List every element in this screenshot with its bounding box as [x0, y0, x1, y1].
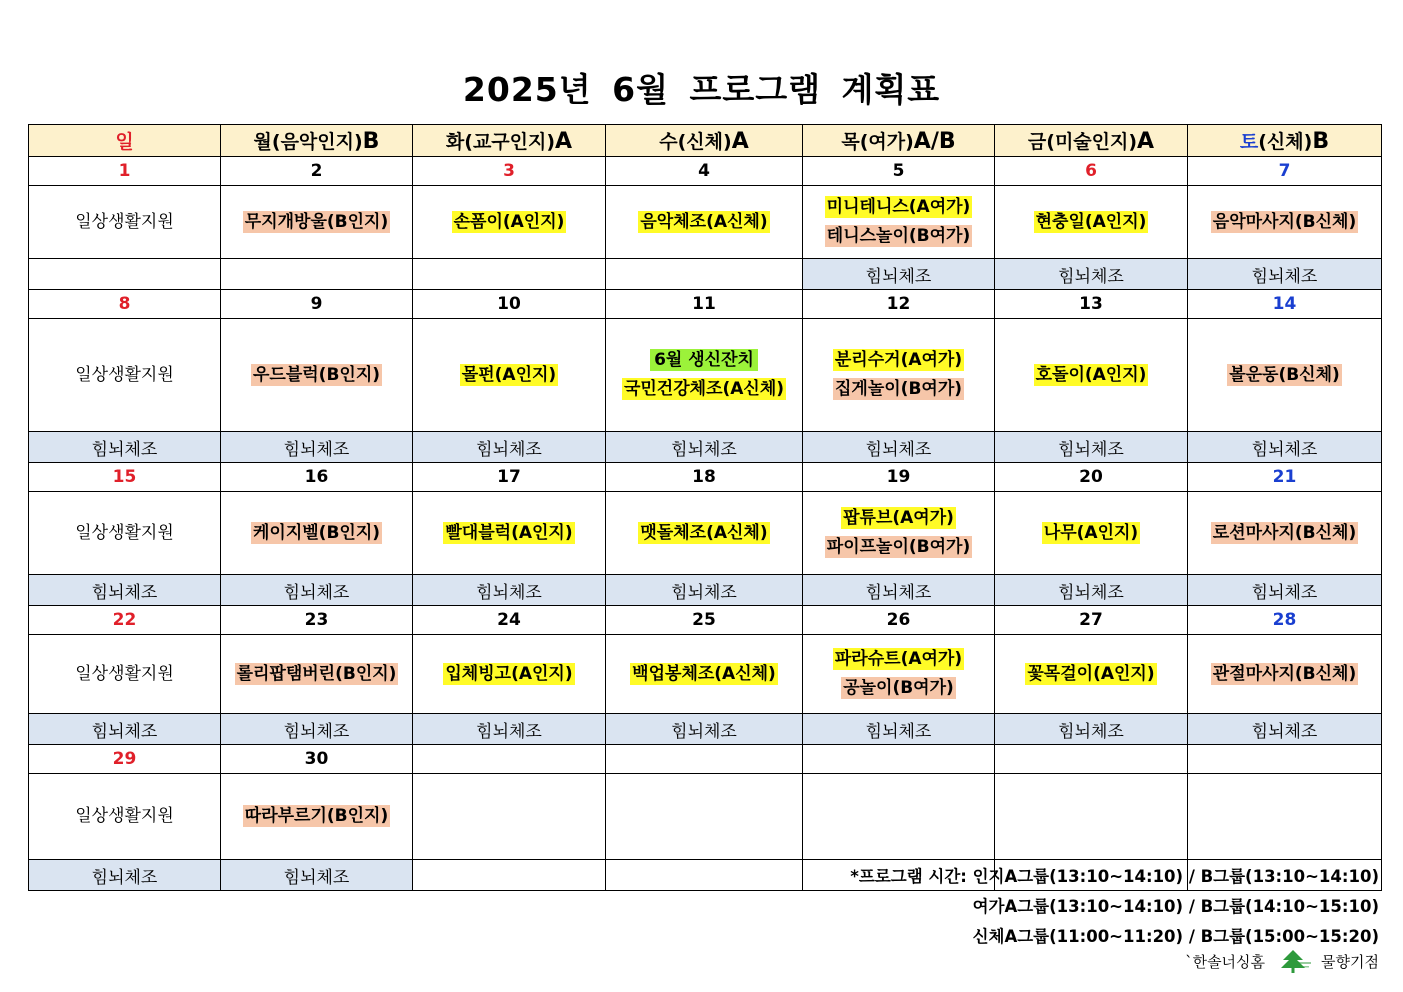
program-label: 분리수거(A여가) [834, 350, 963, 370]
date-cell [413, 745, 606, 774]
program-cell [1188, 774, 1382, 860]
brand-footer [1185, 948, 1379, 974]
program-cell [995, 635, 1188, 714]
program-cell [606, 319, 803, 432]
brand-branch: 물향기점 [1321, 952, 1379, 971]
program-cell [803, 774, 995, 860]
program-cell [803, 186, 995, 259]
date-cell: 9 [221, 290, 413, 319]
program-label: 맷돌체조(A신체) [640, 522, 768, 543]
program-cell [221, 635, 413, 714]
exercise-row [29, 575, 1382, 606]
date-cell: 4 [606, 157, 803, 186]
exercise-cell: 힘뇌체조 [221, 432, 413, 463]
date-cell: 21 [1188, 463, 1382, 492]
program-cell [29, 319, 221, 432]
weekday-name: 토 [1239, 131, 1259, 153]
exercise-cell: 힘뇌체조 [221, 714, 413, 745]
exercise-cell: 힘뇌체조 [606, 432, 803, 463]
exercise-cell: 힘뇌체조 [413, 714, 606, 745]
program-cell [995, 492, 1188, 575]
program-label: 6월 생신잔치 [650, 349, 758, 371]
exercise-cell: 힘뇌체조 [413, 575, 606, 606]
date-cell: 22 [29, 606, 221, 635]
program-cell [413, 319, 606, 432]
program-cell [606, 186, 803, 259]
program-label: 일상생활지원 [75, 522, 174, 543]
exercise-cell [29, 259, 221, 290]
program-cell [606, 492, 803, 575]
date-cell: 20 [995, 463, 1188, 492]
exercise-cell: 힘뇌체조 [803, 575, 995, 606]
note-line: 신체A그룹(11:00~11:20) / B그룹(15:00~15:20) [972, 927, 1379, 946]
exercise-cell: 힘뇌체조 [29, 714, 221, 745]
program-cell [29, 492, 221, 575]
program-cell [803, 319, 995, 432]
program-cell [221, 774, 413, 860]
exercise-cell: 힘뇌체조 [221, 860, 413, 891]
program-cell [29, 774, 221, 860]
program-label: 일상생활지원 [75, 663, 174, 684]
exercise-cell: 힘뇌체조 [1188, 432, 1382, 463]
program-cell [1188, 319, 1382, 432]
program-cell [221, 492, 413, 575]
program-cell [221, 319, 413, 432]
date-cell [606, 745, 803, 774]
weekday-header [29, 125, 221, 157]
weekday-name: 화(교구인지) [445, 131, 556, 153]
date-cell: 15 [29, 463, 221, 492]
date-cell [1188, 745, 1382, 774]
exercise-row [29, 714, 1382, 745]
note-line: *프로그램 시간: 인지A그룹(13:10~14:10) / B그룹(13:10~14:10) [850, 867, 1379, 886]
program-cell [1188, 492, 1382, 575]
note-line: 여가A그룹(13:10~14:10) / B그룹(14:10~15:10) [972, 897, 1379, 916]
tree-logo-icon [1273, 948, 1313, 974]
exercise-cell: 힘뇌체조 [803, 432, 995, 463]
weekday-name: 금(미술인지) [1027, 131, 1138, 153]
exercise-cell: 힘뇌체조 [995, 259, 1188, 290]
date-cell: 6 [995, 157, 1188, 186]
program-cell [803, 492, 995, 575]
weekday-name: 일 [115, 131, 134, 153]
exercise-cell: 힘뇌체조 [1188, 714, 1382, 745]
date-cell: 27 [995, 606, 1188, 635]
program-cell [413, 774, 606, 860]
weekday-group: A [731, 129, 749, 154]
date-cell: 19 [803, 463, 995, 492]
weekday-header [1188, 125, 1382, 157]
program-label: 꽃목걸이(A인지) [1027, 663, 1155, 684]
program-label: 빨대블럭(A인지) [445, 522, 573, 543]
exercise-cell: 힘뇌체조 [1188, 575, 1382, 606]
program-label: 입체빙고(A인지) [445, 663, 573, 684]
program-label: 손폼이(A인지) [453, 211, 565, 232]
exercise-cell: 힘뇌체조 [29, 860, 221, 891]
date-cell: 13 [995, 290, 1188, 319]
weekday-header-row [29, 125, 1382, 157]
program-cell [1188, 186, 1382, 259]
weekday-name: 월(음악인지) [253, 131, 363, 153]
weekday-category: (신체) [1258, 131, 1313, 153]
program-cell [1188, 635, 1382, 714]
program-label: 무지개방울(B인지) [244, 211, 389, 232]
program-label: 파라슈트(A여가) [834, 649, 963, 669]
exercise-cell [221, 259, 413, 290]
exercise-cell: 힘뇌체조 [803, 714, 995, 745]
weekday-group: B [1312, 129, 1330, 154]
exercise-cell [413, 259, 606, 290]
exercise-row [29, 432, 1382, 463]
program-label: 몰펀(A인지) [461, 364, 557, 385]
date-row [29, 290, 1382, 319]
date-cell: 10 [413, 290, 606, 319]
brand-name: `한솔너싱홈 [1185, 952, 1266, 971]
program-row [29, 635, 1382, 714]
date-cell: 18 [606, 463, 803, 492]
program-label: 나무(A인지) [1043, 522, 1139, 543]
date-cell: 25 [606, 606, 803, 635]
program-label: 관절마사지(B신체) [1212, 663, 1357, 684]
program-label: 로션마사지(B신체) [1212, 522, 1357, 543]
weekday-header [221, 125, 413, 157]
date-cell: 30 [221, 745, 413, 774]
date-cell: 5 [803, 157, 995, 186]
exercise-cell [606, 259, 803, 290]
weekday-group: A [1137, 129, 1155, 154]
program-label: 백업봉체조(A신체) [632, 663, 776, 684]
date-cell: 16 [221, 463, 413, 492]
date-cell: 1 [29, 157, 221, 186]
program-cell [606, 635, 803, 714]
program-row [29, 186, 1382, 259]
weekday-group: A/B [913, 129, 956, 154]
date-row [29, 745, 1382, 774]
program-label: 현충일(A인지) [1035, 211, 1147, 232]
page-title: 2025년 6월 프로그램 계획표 [462, 70, 941, 109]
weekday-name: 목(여가) [841, 131, 914, 153]
program-time-notes [850, 862, 1379, 952]
weekday-header [995, 125, 1188, 157]
weekday-header [606, 125, 803, 157]
exercise-cell: 힘뇌체조 [29, 575, 221, 606]
program-calendar [28, 124, 1382, 891]
program-label: 호돌이(A인지) [1035, 364, 1147, 385]
program-cell [995, 774, 1188, 860]
date-cell: 14 [1188, 290, 1382, 319]
exercise-cell: 힘뇌체조 [606, 575, 803, 606]
date-cell [995, 745, 1188, 774]
program-label: 따라부르기(B인지) [244, 806, 389, 826]
program-label: 공놀이(B여가) [843, 678, 954, 698]
program-label: 볼운동(B신체) [1229, 364, 1340, 385]
program-label: 테니스놀이(B여가) [826, 226, 971, 246]
date-row [29, 157, 1382, 186]
exercise-cell: 힘뇌체조 [995, 432, 1188, 463]
program-label: 음악마사지(B신체) [1212, 211, 1357, 232]
exercise-cell: 힘뇌체조 [221, 575, 413, 606]
exercise-cell: 힘뇌체조 [606, 714, 803, 745]
date-cell: 11 [606, 290, 803, 319]
exercise-cell: 힘뇌체조 [1188, 259, 1382, 290]
date-cell: 7 [1188, 157, 1382, 186]
weekday-group: B [362, 129, 380, 154]
program-cell [413, 635, 606, 714]
exercise-cell: 힘뇌체조 [413, 432, 606, 463]
date-cell: 17 [413, 463, 606, 492]
program-label: 우드블럭(B인지) [252, 364, 381, 385]
date-cell [803, 745, 995, 774]
exercise-cell: 힘뇌체조 [29, 432, 221, 463]
exercise-row [29, 259, 1382, 290]
program-cell [995, 319, 1188, 432]
program-cell [29, 635, 221, 714]
program-cell [995, 186, 1188, 259]
program-label: 케이지벨(B인지) [252, 522, 381, 543]
date-cell: 26 [803, 606, 995, 635]
program-row [29, 319, 1382, 432]
date-cell: 28 [1188, 606, 1382, 635]
weekday-header [803, 125, 995, 157]
exercise-cell [413, 860, 606, 891]
program-cell [29, 186, 221, 259]
exercise-cell: 힘뇌체조 [803, 259, 995, 290]
program-cell [606, 774, 803, 860]
date-cell: 23 [221, 606, 413, 635]
date-cell: 8 [29, 290, 221, 319]
date-row [29, 606, 1382, 635]
program-row [29, 774, 1382, 860]
weekday-header [413, 125, 606, 157]
program-label: 일상생활지원 [75, 211, 174, 232]
program-label: 집게놀이(B여가) [834, 379, 963, 399]
weekday-group: A [555, 129, 573, 154]
date-cell: 24 [413, 606, 606, 635]
date-cell: 12 [803, 290, 995, 319]
program-label: 롤리팝탬버린(B인지) [236, 663, 397, 684]
date-cell: 3 [413, 157, 606, 186]
program-label: 국민건강체조(A신체) [623, 379, 785, 399]
program-label: 팝튜브(A여가) [843, 508, 954, 528]
program-cell [803, 635, 995, 714]
weekday-name: 수(신체) [659, 131, 732, 153]
exercise-cell: 힘뇌체조 [995, 575, 1188, 606]
program-label: 일상생활지원 [75, 364, 174, 385]
program-label: 파이프놀이(B여가) [826, 537, 971, 557]
exercise-cell: 힘뇌체조 [995, 714, 1188, 745]
program-cell [413, 186, 606, 259]
exercise-cell [606, 860, 803, 891]
date-row [29, 463, 1382, 492]
program-label: 일상생활지원 [75, 806, 174, 826]
date-cell: 29 [29, 745, 221, 774]
program-cell [413, 492, 606, 575]
program-label: 미니테니스(A여가) [826, 197, 971, 217]
program-label: 음악체조(A신체) [640, 211, 768, 232]
date-cell: 2 [221, 157, 413, 186]
program-cell [221, 186, 413, 259]
program-row [29, 492, 1382, 575]
